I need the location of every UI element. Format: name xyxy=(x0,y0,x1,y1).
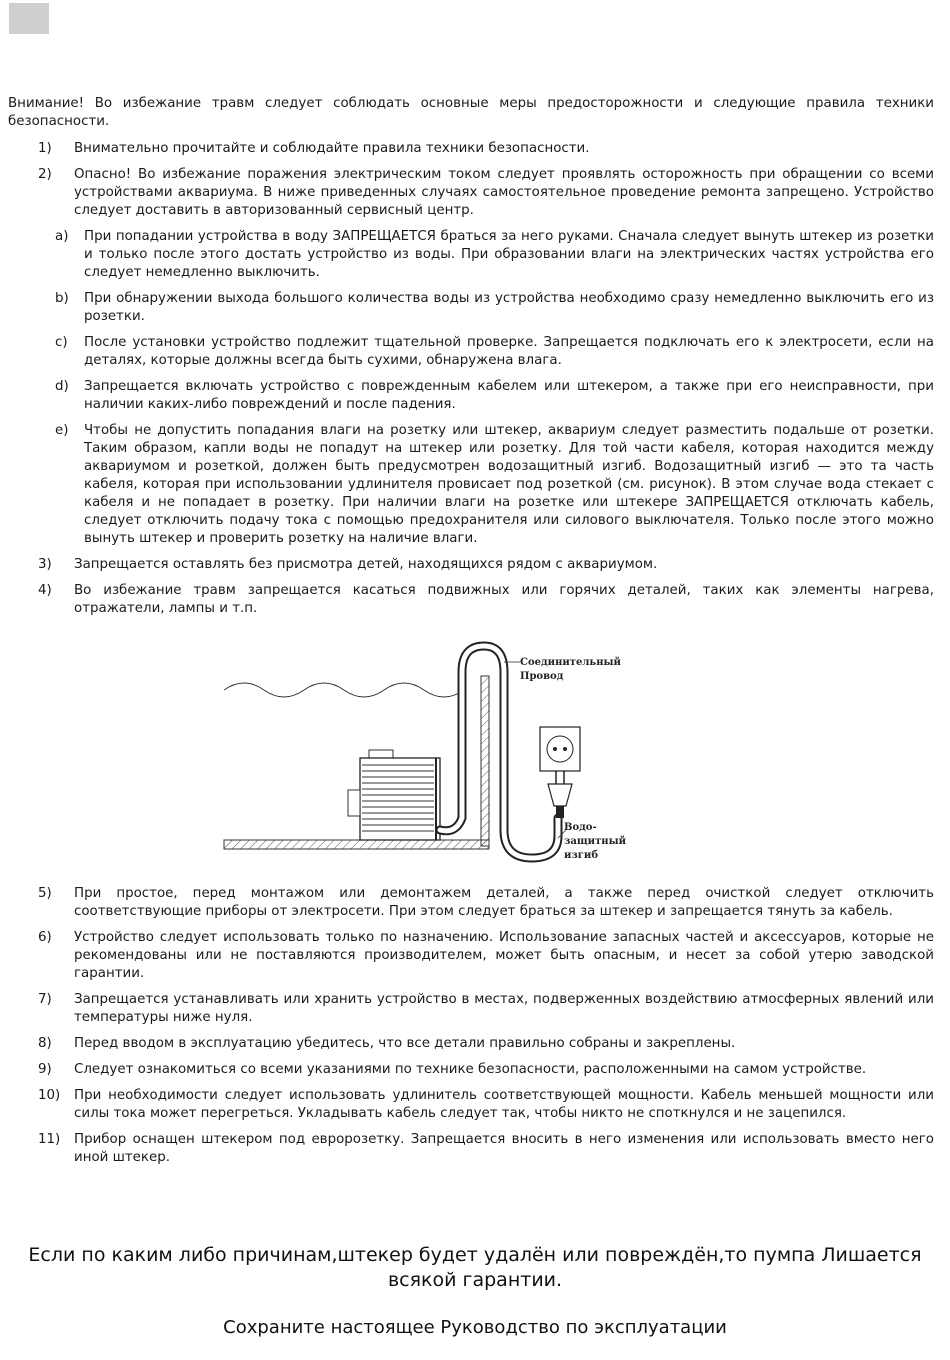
subrule-text: Запрещается включать устройство с поврежденным кабелем или штекером, а также при его неисправности, при наличии каких-либо повреждений и после падения. xyxy=(84,379,934,412)
subrule-item xyxy=(8,378,934,414)
rule-number: 7) xyxy=(38,992,52,1007)
rule-text: Устройство следует использовать только по назначению. Использование запасных частей и аксессуаров, которые не рекомендованы или не поставляются производителем, может быть опасным, и несет за собой утерю заводской гарантии. xyxy=(74,930,934,981)
cable-label: Соединительный xyxy=(520,657,621,668)
subrule-text: После установки устройство подлежит тщательной проверке. Запрещается подключать его к электросети, если на деталях, которые должны всегда быть сухими, обнаружена влага. xyxy=(84,335,934,368)
rule-text: Опасно! Во избежание поражения электрическим током следует проявлять осторожность при обращении со всеми устройствами аквариума. В ниже приведенных случаях самостоятельное проведение ремонта запрещено. Устройство следует доставить в авторизованный сервисный центр. xyxy=(74,167,934,218)
rule-text: При необходимости следует использовать удлинитель соответствующей мощности. Кабель меньшей мощности или силы тока может перегреться. Укладывать кабель следует так, чтобы никто не споткнулся и не зацепился. xyxy=(74,1088,934,1121)
rule-item xyxy=(8,556,934,574)
rule-number: 3) xyxy=(38,557,52,572)
drip-loop-label: Водо- xyxy=(564,822,597,833)
rule-item xyxy=(8,885,934,921)
rule-item xyxy=(8,1087,934,1123)
subrule-letter: a) xyxy=(55,229,69,244)
rule-number: 9) xyxy=(38,1062,52,1077)
plug-icon xyxy=(548,771,572,818)
intro-warning: Внимание! Во избежание травм следует соблюдать основные меры предосторожности и следующие правила техники безопасности. xyxy=(8,96,934,129)
rule-item xyxy=(8,166,934,220)
subrule-item xyxy=(8,334,934,370)
rule-text: Запрещается устанавливать или хранить устройство в местах, подверженных воздействию атмосферных явлений или температуры ниже нуля. xyxy=(74,992,934,1025)
subrule-item xyxy=(8,228,934,282)
rule-item xyxy=(8,929,934,983)
rule-text: Прибор оснащен штекером под евророзетку. Запрещается вносить в него изменения или использовать вместо него иной штекер. xyxy=(74,1132,934,1165)
aquarium-floor xyxy=(224,840,489,849)
rule-text: Следует ознакомиться со всеми указаниями по технике безопасности, расположенными на самом устройстве. xyxy=(74,1062,867,1077)
rule-number: 1) xyxy=(38,141,52,156)
water-surface xyxy=(224,683,464,697)
drip-loop-label: изгиб xyxy=(564,850,599,861)
subrule-item xyxy=(8,290,934,326)
drip-loop-figure xyxy=(222,638,632,870)
subrule-item xyxy=(8,422,934,548)
warranty-warning-line: всякой гарантии. xyxy=(387,1269,563,1291)
rule-text: Внимательно прочитайте и соблюдайте правила техники безопасности. xyxy=(74,141,590,156)
wall-socket-icon xyxy=(540,727,580,771)
rule-number: 4) xyxy=(38,583,52,598)
safety-rules-list-bottom xyxy=(8,885,934,1175)
keep-manual-note: Сохраните настоящее Руководство по эксплуатации xyxy=(223,1317,727,1338)
rule-item xyxy=(8,582,934,618)
rule-number: 6) xyxy=(38,930,52,945)
subrule-letter: d) xyxy=(55,379,69,394)
subrule-letter: e) xyxy=(55,423,69,438)
rule-text: Во избежание травм запрещается касаться подвижных или горячих деталей, таких как элементы нагрева, отражатели, лампы и т.п. xyxy=(74,583,934,616)
safety-rules-list-top xyxy=(8,140,934,626)
rule-number: 11) xyxy=(38,1132,61,1147)
subrule-letter: b) xyxy=(55,291,69,306)
drip-loop-illustration xyxy=(222,638,632,870)
rule-text: При простое, перед монтажом или демонтажем деталей, а также перед очисткой следует отключить соответствующие приборы от электросети. При этом следует браться за штекер и запрещается тянуть за кабель. xyxy=(74,886,934,919)
rule-number: 10) xyxy=(38,1088,61,1103)
rule-item xyxy=(8,991,934,1027)
cable-label: Провод xyxy=(520,671,564,682)
rule-item xyxy=(8,1131,934,1167)
rule-number: 2) xyxy=(38,167,52,182)
subrule-letter: c) xyxy=(55,335,68,350)
rule-number: 5) xyxy=(38,886,52,901)
corner-marker xyxy=(9,3,49,34)
rule-number: 8) xyxy=(38,1036,52,1051)
subrule-text: При попадании устройства в воду ЗАПРЕЩАЕТСЯ браться за него руками. Сначала следует вынуть штекер из розетки и только после этого достать устройство из воды. При образовании влаги на электрических частях устройства его следует немедленно выключить. xyxy=(84,229,934,280)
rule-item xyxy=(8,1061,934,1079)
pump-icon xyxy=(348,750,440,840)
rule-text: Перед вводом в эксплуатацию убедитесь, что все детали правильно собраны и закреплены. xyxy=(74,1036,736,1051)
aquarium-wall xyxy=(481,676,489,846)
warranty-warning xyxy=(0,1243,950,1293)
subrule-text: При обнаружении выхода большого количества воды из устройства необходимо сразу немедленно выключить его из розетки. xyxy=(84,291,934,324)
warranty-warning-line: Если по каким либо причинам,штекер будет удалён или повреждён,то пумпа Лишается xyxy=(28,1244,922,1266)
rule-text: Запрещается оставлять без присмотра детей, находящихся рядом с аквариумом. xyxy=(74,557,658,572)
drip-loop-label: защитный xyxy=(564,836,627,847)
rule-item xyxy=(8,1035,934,1053)
subrule-text: Чтобы не допустить попадания влаги на розетку или штекер, аквариум следует разместить подальше от розетки. Таким образом, капли воды не попадут на штекер или розетку. Для той части кабеля, которая находится между аквариумом и розеткой, должен быть предусмотрен водозащитный изгиб. Водозащитный изгиб — это та часть кабеля, которая при использовании удлинителя провисает под розеткой (см. рисунок). В этом случае вода стекает с кабеля и не попадает в розетку. При наличии влаги на розетке или штекере ЗАПРЕЩАЕТСЯ отключать кабель, следует отключить подачу тока с помощью предохранителя или силового выключателя. Только после этого можно вынуть штекер и проверить розетку на наличие влаги. xyxy=(84,423,934,546)
rule-item xyxy=(8,140,934,158)
